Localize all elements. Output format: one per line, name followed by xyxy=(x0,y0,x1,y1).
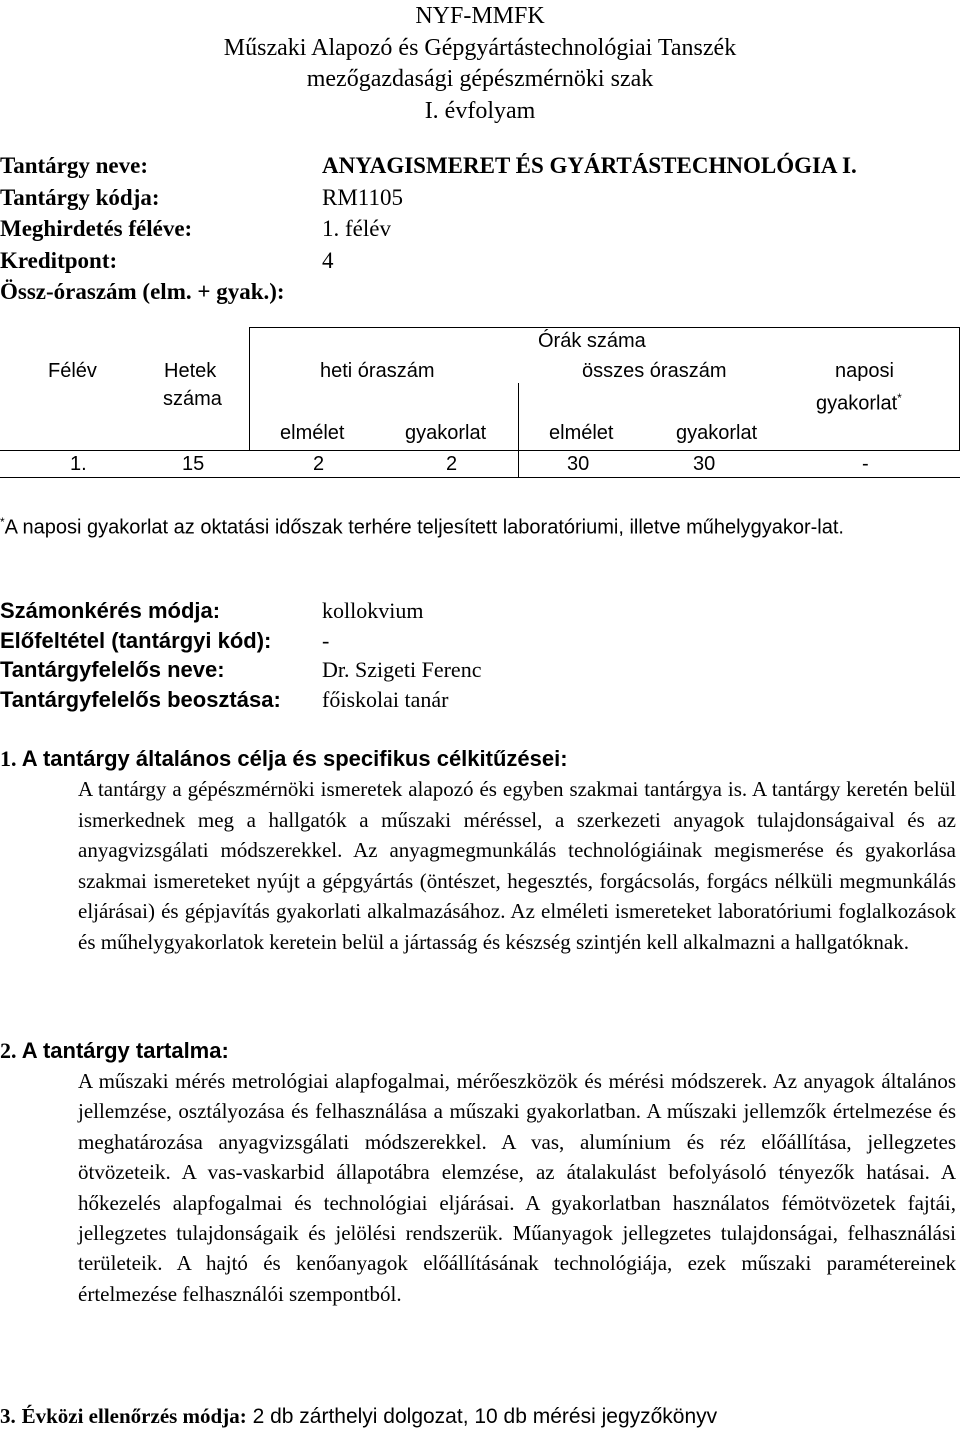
section1-heading: A tantárgy általános célja és specifikus célkitűzései: xyxy=(21,746,568,771)
sub-practice-1: gyakorlat xyxy=(405,422,487,444)
hours-table xyxy=(0,325,960,475)
program-name: mezőgazdasági gépészmérnöki szak xyxy=(306,66,654,92)
hours-header: Órák száma xyxy=(538,330,646,352)
row-total-theory: 30 xyxy=(567,453,590,475)
row-total-practice: 30 xyxy=(693,453,716,475)
row-weekly-practice: 2 xyxy=(446,453,458,475)
department-name: Műszaki Alapozó és Gépgyártástechnológiai Tanszék xyxy=(223,34,737,61)
row-daily: - xyxy=(862,453,869,475)
section1-title xyxy=(0,746,568,772)
col-weeks-1: Hetek xyxy=(164,360,217,382)
credit-value: 4 xyxy=(322,247,334,273)
year-level: I. évfolyam xyxy=(424,97,536,124)
section2-title xyxy=(0,1038,229,1064)
sub-theory-1: elmélet xyxy=(280,422,345,444)
total-hours: összes óraszám xyxy=(582,360,727,382)
sub-theory-2: elmélet xyxy=(549,422,614,444)
document-header xyxy=(0,0,960,126)
credit-label: Kreditpont: xyxy=(0,247,118,273)
semester-label: Meghirdetés féléve: xyxy=(0,216,193,241)
subject-name-label: Tantárgy neve: xyxy=(0,153,149,178)
exam-value: kollokvium xyxy=(322,598,424,623)
section3-heading: Évközi ellenőrzés módja: xyxy=(21,1404,247,1428)
table-header-bottom-line xyxy=(0,450,960,451)
exam-label: Számonkérés módja: xyxy=(0,598,221,623)
subject-code-label: Tantárgy kódja: xyxy=(0,184,160,210)
subject-code-value: RM1105 xyxy=(322,184,403,210)
responsible-value: Dr. Szigeti Ferenc xyxy=(322,657,482,682)
section1-body: A tantárgy a gépészmérnöki ismeretek alapozó és egyben szakmai tantárgya is. A tantárgy keretén belül ismerkednek meg a hallgatók a műszaki méréssel, a szerkezeti anyagok tulajdonságaival és az anyagvizsgálati módszerekkel. Az anyagmegmunkálás technológiáinak megismerése és gyakorlása szakmai ismereteket nyújt a gépgyártás (öntészet, hegesztés, forgácsolás, forgács nélküli megmunkálás eljárásai) és gépjavítás gyakorlati alkalmazásához. Az elméleti ismereteket laboratóriumi foglalkozások és műhelygyakorlatok keretein belül a jártasság és készség szintjén kell alkalmazni a hallgatóknak. xyxy=(78,777,956,954)
prereq-value: - xyxy=(322,627,330,653)
section2-heading: A tantárgy tartalma: xyxy=(21,1038,229,1063)
col-weeks-2: száma xyxy=(163,388,222,410)
col-semester: Félév xyxy=(48,360,97,382)
table-bottom-line xyxy=(0,477,960,478)
row-semester: 1. xyxy=(70,453,87,475)
section3 xyxy=(0,1404,717,1429)
institution-code: NYF-MMFK xyxy=(415,3,545,29)
semester-value: 1. félév xyxy=(322,216,391,241)
footnote xyxy=(0,506,952,544)
footnote-text: A naposi gyakorlat az oktatási időszak terhére teljesített laboratóriumi, illetve műhelygyakor-lat. xyxy=(4,516,844,539)
section2-number: 2. xyxy=(0,1038,17,1063)
weekly-hours: heti óraszám xyxy=(320,360,435,382)
section3-value: 2 db zárthelyi dolgozat, 10 db mérési jegyzőkönyv xyxy=(252,1405,718,1428)
prereq-label: Előfeltétel (tantárgyi kód): xyxy=(0,627,272,653)
position-value: főiskolai tanár xyxy=(322,686,449,712)
asterisk-mark: * xyxy=(897,391,902,405)
section1-number: 1. xyxy=(0,746,17,771)
table-vline-left xyxy=(249,327,250,450)
row-weeks: 15 xyxy=(182,453,205,475)
sub-practice-2: gyakorlat xyxy=(676,422,758,444)
row-weekly-theory: 2 xyxy=(313,453,325,475)
section2-body: A műszaki mérés metrológiai alapfogalmai, mérőeszközök és mérési módszerek. Az anyagok általános jellemzése, osztályozása és felhasználása a műszaki gyakorlatban. A műszaki jellemzők értelmezése és meghatározása anyagvizsgálati módszerekkel. A vas, alumínium és réz előállítása, jellegzetes ötvözeteik. A vas-vaskarbid állapotábra elemzése, az átalakulást befolyásoló tényezők hatásai. A hőkezelés alapfogalmai és technológiai eljárásai. A gyakorlatban használatos fémötvözetek fajtái, jellegzetes tulajdonságaik és jelölési rendszerük. Műanyagok jellegzetes tulajdonságai, felhasználási területeik. A hajtó és kenőanyagok előállításának technológiája, ezek műszaki paramétereinek értelmezése felhasználói szempontból. xyxy=(78,1069,956,1306)
position-label: Tantárgyfelelős beosztása: xyxy=(0,686,281,712)
responsible-label: Tantárgyfelelős neve: xyxy=(0,657,225,682)
table-vline-mid xyxy=(518,383,519,477)
daily-practice-2: gyakorlat* xyxy=(816,391,902,415)
footnote-mark: * xyxy=(0,515,5,529)
hours-label: Össz-óraszám (elm. + gyak.): xyxy=(0,279,285,304)
section3-number: 3. xyxy=(0,1404,16,1428)
subject-name-value: ANYAGISMERET ÉS GYÁRTÁSTECHNOLÓGIA I. xyxy=(322,153,857,178)
daily-practice-1: naposi xyxy=(835,360,894,382)
table-top-line xyxy=(249,327,960,328)
